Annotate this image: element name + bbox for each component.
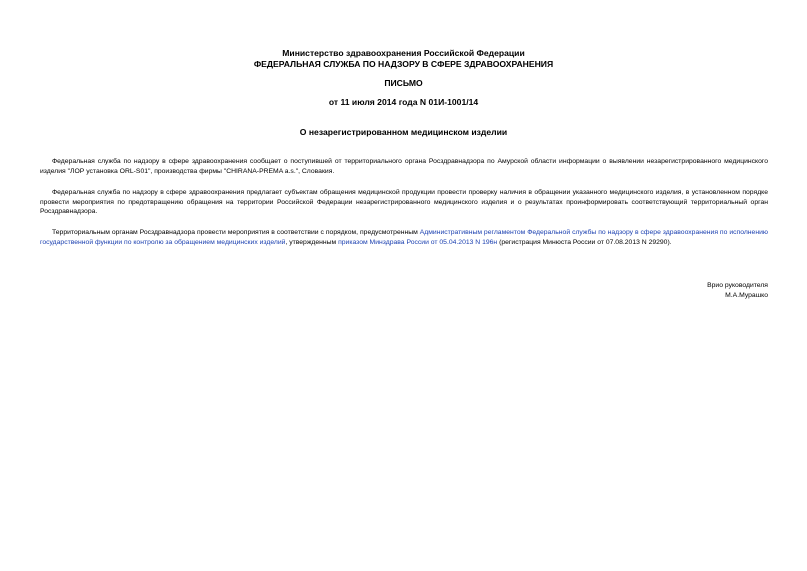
order-link[interactable]: приказом Минздрава России от 05.04.2013 N 196н — [338, 238, 498, 246]
paragraph-3-text-start: Территориальным органам Росздравнадзора провести мероприятия в соответствии с порядком, предусмотренным — [52, 229, 420, 236]
service-name: ФЕДЕРАЛЬНАЯ СЛУЖБА ПО НАДЗОРУ В СФЕРЕ ЗДРАВООХРАНЕНИЯ — [253, 58, 554, 69]
document-date-number: от 11 июля 2014 года N 01И-1001/14 — [328, 97, 479, 107]
signatory-position: Врио руководителя — [707, 282, 768, 289]
paragraph-3 — [40, 228, 768, 247]
paragraph-3-text-middle: , утвержденным — [285, 238, 339, 246]
document-type: ПИСЬМО — [384, 78, 423, 88]
signatory-name: М.А.Мурашко — [725, 291, 768, 299]
regulation-link[interactable]: Административным регламентом Федеральной службы по надзору в сфере здравоохранения по исполнению государственной функции по контролю за обращением медицинских изделий — [40, 229, 768, 246]
document-subject: О незарегистрированном медицинском изделии — [299, 127, 508, 137]
document-header — [0, 48, 807, 69]
signature-block — [707, 281, 768, 300]
paragraph-3-text-end: (регистрация Минюста России от 07.08.2013 N 29290). — [497, 238, 672, 246]
paragraph-2: Федеральная служба по надзору в сфере здравоохранения предлагает субъектам обращения медицинской продукции провести проверку наличия в обращении указанного медицинского изделия, в установленном порядке провести мероприятия по предотвращению обращения на территории Российской Федерации незарегистрированного медицинского изделия и о результатах проинформировать соответствующий территориальный орган Росздравнадзора. — [40, 189, 768, 216]
paragraph-1: Федеральная служба по надзору в сфере здравоохранения сообщает о поступившей от территориального органа Росздравнадзора по Амурской области информации о выявлении незарегистрированного медицинского изделия "ЛОР установка ORL-S01", производства фирмы "CHIRANA-PREMA a.s.", Словакия. — [40, 158, 768, 175]
ministry-name: Министерство здравоохранения Российской Федерации — [282, 48, 525, 58]
